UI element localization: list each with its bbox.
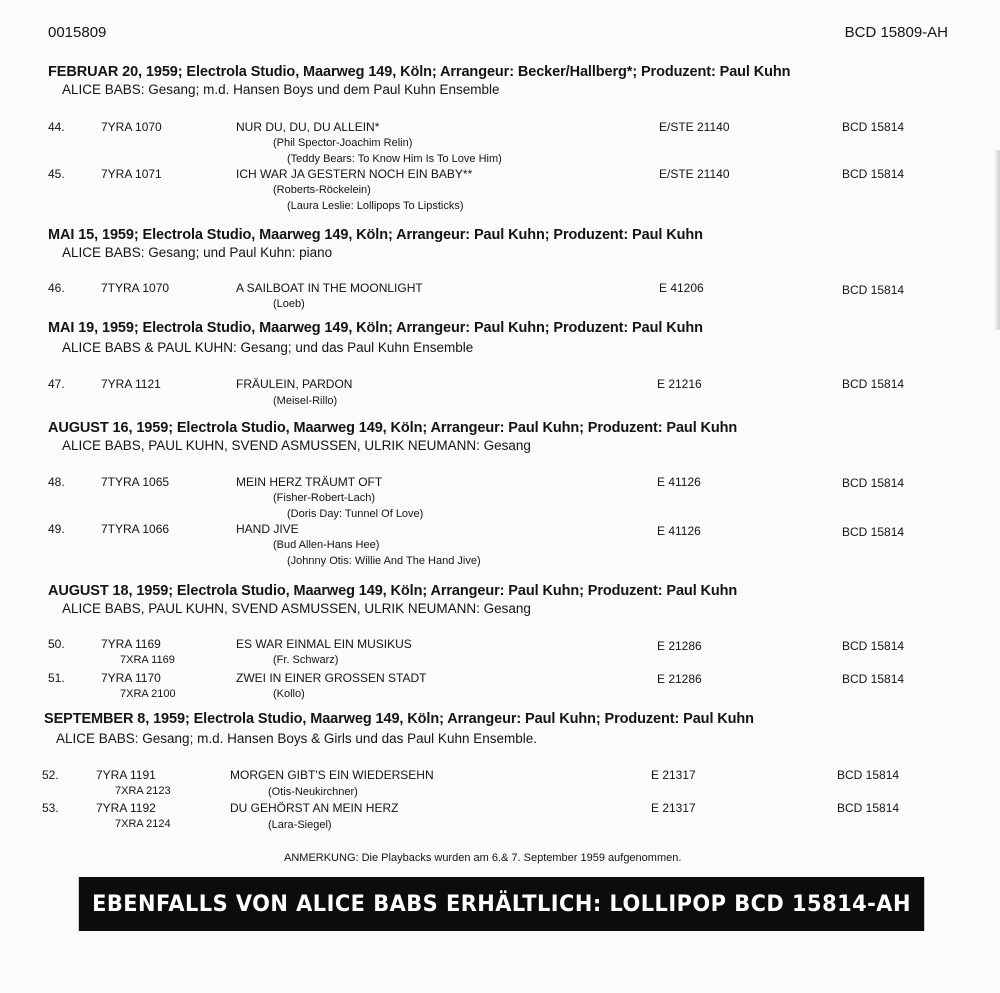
track-composer: (Roberts-Röckelein)	[273, 184, 371, 196]
track-title: ES WAR EINMAL EIN MUSIKUS	[236, 637, 412, 651]
session-personnel: ALICE BABS: Gesang; m.d. Hansen Boys und dem Paul Kuhn Ensemble	[62, 82, 500, 97]
track-title: MEIN HERZ TRÄUMT OFT	[236, 475, 383, 489]
track-composer: (Lara-Siegel)	[268, 819, 332, 831]
track-composer: (Bud Allen-Hans Hee)	[273, 539, 380, 551]
track-bcd: BCD 15814	[842, 672, 905, 686]
track-number: 50.	[48, 637, 65, 651]
session-heading: FEBRUAR 20, 1959; Electrola Studio, Maarweg 149, Köln; Arrangeur: Becker/Hallberg*; Produzent: Paul Kuhn	[48, 64, 791, 80]
track-matrix: 7YRA 1170	[101, 671, 161, 685]
track-composer: (Fr. Schwarz)	[273, 654, 339, 666]
track-catalog: E 21286	[657, 639, 702, 653]
track-composer: (Phil Spector-Joachim Relin)	[273, 137, 413, 149]
track-matrix: 7YRA 1192	[96, 801, 156, 815]
track-number: 44.	[48, 120, 65, 134]
track-matrix: 7TYRA 1070	[101, 281, 170, 295]
track-number: 47.	[48, 377, 65, 391]
track-title: FRÄULEIN, PARDON	[236, 377, 353, 391]
recording-note: ANMERKUNG: Die Playbacks wurden am 6.& 7. September 1959 aufgenommen.	[284, 852, 682, 864]
track-catalog: E 41206	[659, 281, 704, 295]
track-matrix-alt: 7XRA 1169	[120, 654, 175, 666]
track-composer: (Meisel-Rillo)	[273, 395, 338, 407]
track-title: A SAILBOAT IN THE MOONLIGHT	[236, 281, 423, 295]
track-composer: (Fisher-Robert-Lach)	[273, 492, 376, 504]
track-matrix: 7TYRA 1065	[101, 475, 170, 489]
track-matrix-alt: 7XRA 2100	[120, 688, 176, 700]
track-catalog: E 21317	[651, 768, 696, 782]
track-matrix: 7YRA 1169	[101, 637, 161, 651]
track-matrix: 7YRA 1070	[101, 120, 162, 134]
track-number: 46.	[48, 281, 65, 295]
catalog-code: 0015809	[48, 24, 107, 41]
session-heading: SEPTEMBER 8, 1959; Electrola Studio, Maarweg 149, Köln; Arrangeur: Paul Kuhn; Produzent: Paul Kuhn	[44, 711, 754, 727]
track-original: (Laura Leslie: Lollipops To Lipsticks)	[287, 200, 464, 212]
track-title: MORGEN GIBT'S EIN WIEDERSEHN	[230, 768, 434, 782]
track-original: (Doris Day: Tunnel Of Love)	[287, 508, 424, 520]
track-bcd: BCD 15814	[842, 283, 905, 297]
track-number: 52.	[42, 768, 59, 782]
track-number: 49.	[48, 522, 65, 536]
track-bcd: BCD 15814	[842, 167, 905, 181]
session-personnel: ALICE BABS: Gesang; und Paul Kuhn: piano	[62, 245, 333, 260]
track-composer: (Kollo)	[273, 688, 305, 700]
track-matrix: 7YRA 1071	[101, 167, 162, 181]
track-original: (Johnny Otis: Willie And The Hand Jive)	[287, 555, 481, 567]
product-code: BCD 15809-AH	[844, 24, 948, 41]
track-number: 51.	[48, 671, 65, 685]
track-bcd: BCD 15814	[837, 801, 900, 815]
track-bcd: BCD 15814	[842, 525, 905, 539]
session-personnel: ALICE BABS, PAUL KUHN, SVEND ASMUSSEN, ULRIK NEUMANN: Gesang	[62, 438, 531, 453]
session-personnel: ALICE BABS: Gesang; m.d. Hansen Boys & Girls und das Paul Kuhn Ensemble.	[56, 731, 537, 746]
track-bcd: BCD 15814	[842, 476, 905, 490]
track-catalog: E 21216	[657, 377, 702, 391]
track-catalog: E 21317	[651, 801, 696, 815]
track-original: (Teddy Bears: To Know Him Is To Love Him)	[287, 153, 502, 165]
track-title: NUR DU, DU, DU ALLEIN*	[236, 120, 380, 134]
track-bcd: BCD 15814	[837, 768, 900, 782]
session-personnel: ALICE BABS & PAUL KUHN: Gesang; und das Paul Kuhn Ensemble	[62, 340, 474, 355]
track-catalog: E 21286	[657, 672, 702, 686]
track-bcd: BCD 15814	[842, 377, 905, 391]
track-catalog: E/STE 21140	[659, 120, 730, 134]
session-heading: MAI 15, 1959; Electrola Studio, Maarweg 149, Köln; Arrangeur: Paul Kuhn; Produzent: Paul Kuhn	[48, 227, 703, 243]
track-matrix: 7YRA 1121	[101, 377, 161, 391]
track-matrix-alt: 7XRA 2123	[115, 785, 171, 797]
also-available-banner: EBENFALLS VON ALICE BABS ERHÄLTLICH: LOLLIPOP BCD 15814-AH	[79, 877, 924, 931]
track-composer: (Loeb)	[273, 298, 305, 310]
session-heading: AUGUST 18, 1959; Electrola Studio, Maarweg 149, Köln; Arrangeur: Paul Kuhn; Produzent: Paul Kuhn	[48, 583, 738, 599]
track-catalog: E 41126	[657, 524, 701, 538]
track-title: DU GEHÖRST AN MEIN HERZ	[230, 801, 399, 815]
track-number: 53.	[42, 801, 59, 815]
track-title: HAND JIVE	[236, 522, 299, 536]
track-catalog: E/STE 21140	[659, 167, 730, 181]
track-number: 48.	[48, 475, 65, 489]
track-title: ICH WAR JA GESTERN NOCH EIN BABY**	[236, 167, 473, 181]
track-number: 45.	[48, 167, 65, 181]
session-heading: AUGUST 16, 1959; Electrola Studio, Maarweg 149, Köln; Arrangeur: Paul Kuhn; Produzent: Paul Kuhn	[48, 420, 738, 436]
track-bcd: BCD 15814	[842, 120, 905, 134]
track-title: ZWEI IN EINER GROSSEN STADT	[236, 671, 427, 685]
track-composer: (Otis-Neukirchner)	[268, 786, 358, 798]
page-edge-shadow	[994, 150, 1000, 330]
session-personnel: ALICE BABS, PAUL KUHN, SVEND ASMUSSEN, ULRIK NEUMANN: Gesang	[62, 601, 531, 616]
session-heading: MAI 19, 1959; Electrola Studio, Maarweg 149, Köln; Arrangeur: Paul Kuhn; Produzent: Paul Kuhn	[48, 320, 703, 336]
track-matrix-alt: 7XRA 2124	[115, 818, 171, 830]
track-catalog: E 41126	[657, 475, 701, 489]
track-matrix: 7TYRA 1066	[101, 522, 170, 536]
track-matrix: 7YRA 1191	[96, 768, 156, 782]
track-bcd: BCD 15814	[842, 639, 905, 653]
